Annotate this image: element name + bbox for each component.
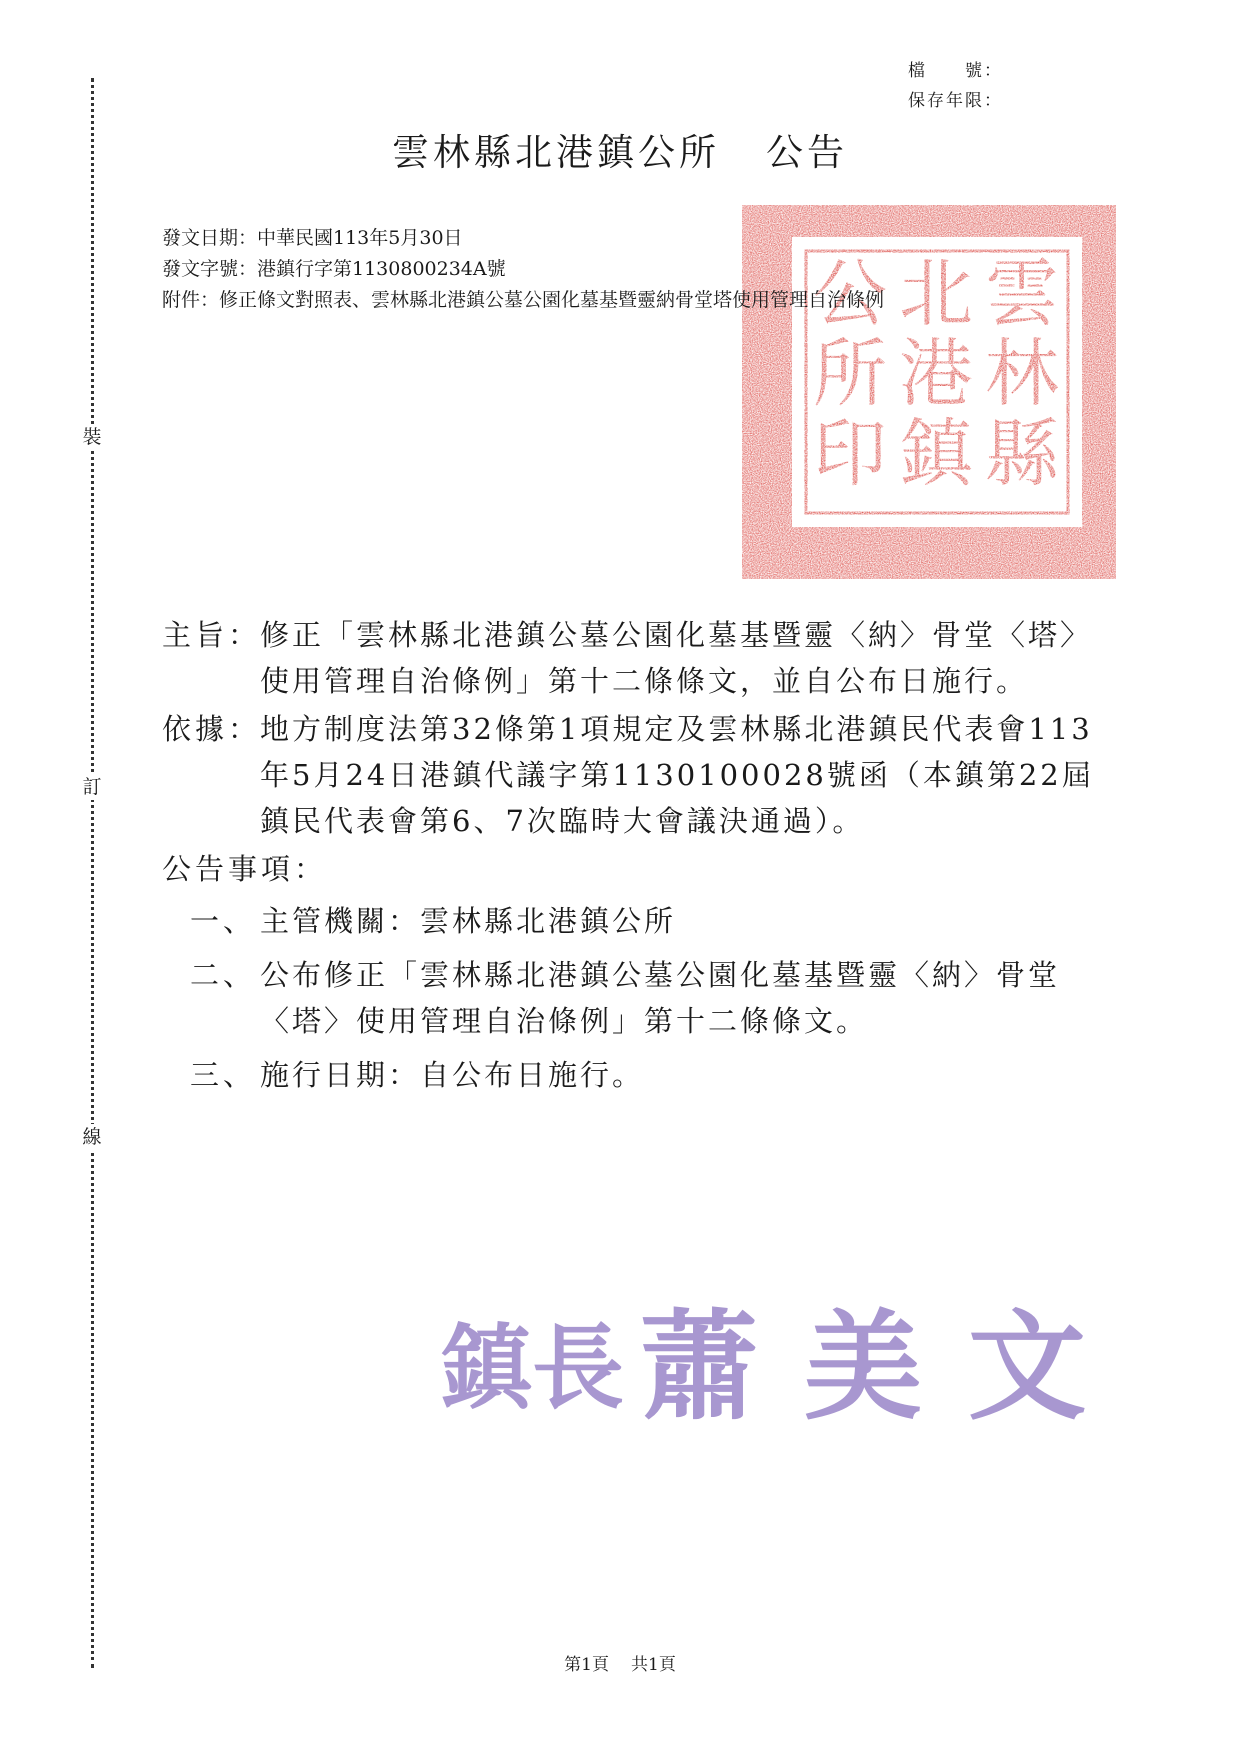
notice-item-text: 施行日期：自公布日施行。	[260, 1058, 645, 1092]
page-title	[0, 122, 1240, 176]
notice-item-text: 主管機關：雲林縣北港鎮公所	[260, 904, 677, 938]
svg-text:鎮長: 鎮長	[440, 1314, 625, 1422]
subject-text: 修正「雲林縣北港鎮公墓公園化墓基暨靈〈納〉骨堂〈塔〉使用管理自治條例」第十二條條文，並自公布日施行。	[260, 618, 1093, 698]
binding-char-zhuang: 裝	[79, 424, 105, 450]
attachments: 附件：修正條文對照表、雲林縣北港鎮公墓公園化墓基暨靈納骨堂塔使用管理自治條例	[162, 289, 885, 311]
document-body	[162, 612, 1122, 1098]
svg-text:林: 林	[985, 331, 1059, 417]
notice-item-text: 公布修正「雲林縣北港鎮公墓公園化墓基暨靈〈納〉骨堂〈塔〉使用管理自治條例」第十二條條文。	[260, 958, 1061, 1038]
notice-item	[162, 898, 1122, 944]
page-number: 第1頁	[564, 1655, 609, 1675]
title-doc-type: 公告	[766, 131, 848, 174]
page-total: 共1頁	[631, 1655, 676, 1675]
binding-line	[91, 78, 94, 1668]
basis-text: 地方制度法第32條第1項規定及雲林縣北港鎮民代表會113年5月24日港鎮代議字第1130100028號函（本鎮第22屆鎮民代表會第6、7次臨時大會議決通過）。	[260, 712, 1094, 838]
basis-section	[162, 706, 1122, 844]
issue-date: 發文日期：中華民國113年5月30日	[162, 227, 463, 249]
svg-text:北: 北	[899, 251, 973, 337]
document-meta	[162, 223, 884, 316]
svg-text:公: 公	[813, 251, 887, 337]
binding-char-xian: 線	[79, 1124, 105, 1150]
basis-label: 依據：	[162, 712, 262, 746]
document-number: 發文字號：港鎮行字第1130800234A號	[162, 258, 506, 280]
page-footer	[0, 1650, 1240, 1675]
subject-section	[162, 612, 1122, 704]
svg-text:港: 港	[899, 331, 973, 417]
svg-text:鎮: 鎮	[899, 411, 973, 497]
file-info	[908, 56, 1003, 116]
notice-item	[162, 1052, 1122, 1098]
notice-item-number: 一、	[190, 904, 257, 938]
svg-text:雲: 雲	[985, 251, 1059, 337]
notice-item	[162, 952, 1122, 1044]
svg-text:蕭美文: 蕭美文	[640, 1297, 1133, 1436]
svg-text:所: 所	[813, 331, 887, 417]
subject-label: 主旨：	[162, 618, 262, 652]
svg-text:縣: 縣	[985, 411, 1059, 497]
mayor-signature-stamp	[440, 1290, 1133, 1436]
svg-text:印: 印	[813, 411, 887, 497]
notice-item-number: 三、	[190, 1058, 257, 1092]
title-org: 雲林縣北港鎮公所	[392, 131, 720, 174]
notice-item-number: 二、	[190, 958, 257, 992]
binding-char-ding: 訂	[79, 774, 105, 800]
retention-period-label: 保存年限：	[908, 91, 1003, 111]
notice-label: 公告事項：	[162, 852, 328, 886]
file-number-label: 檔 號：	[908, 61, 1003, 81]
